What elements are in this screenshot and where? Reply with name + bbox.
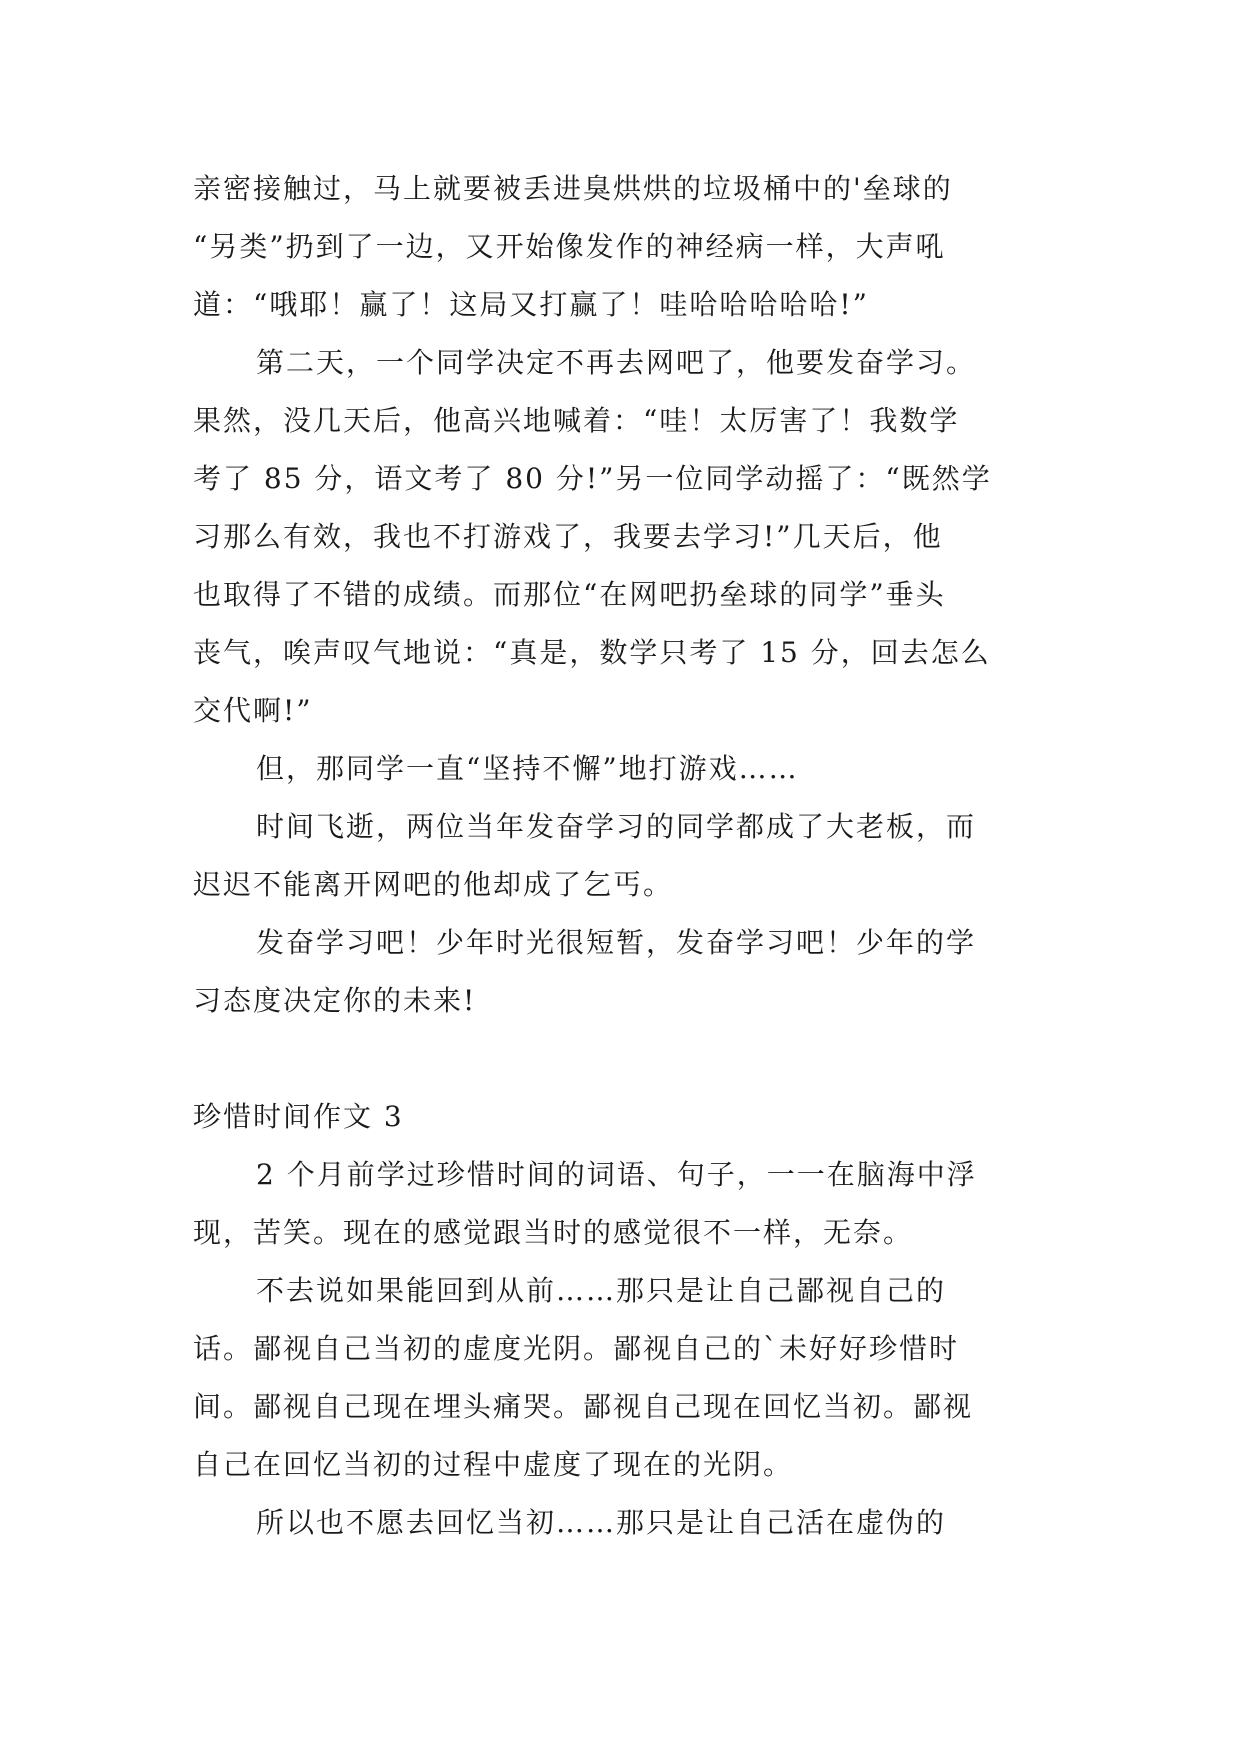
- text-line: 交代啊!”: [193, 694, 313, 727]
- text-line: 所以也不愿去回忆当初……那只是让自己活在虚伪的: [256, 1506, 947, 1539]
- text-line: 习态度决定你的未来!: [193, 984, 477, 1017]
- text-line: 自己在回忆当初的过程中虚度了现在的光阴。: [193, 1448, 794, 1481]
- text-line: 发奋学习吧！少年时光很短暂，发奋学习吧！少年的学: [256, 926, 977, 959]
- text-line: 丧气，唉声叹气地说：“真是，数学只考了 15 分，回去怎么: [193, 636, 991, 669]
- text-line: 时间飞逝，两位当年发奋学习的同学都成了大老板，而: [256, 810, 977, 843]
- text-line: 但，那同学一直“坚持不懈”地打游戏……: [256, 752, 799, 785]
- text-line: 道：“哦耶！赢了！这局又打赢了！哇哈哈哈哈哈!”: [193, 288, 869, 321]
- text-line: 2 个月前学过珍惜时间的词语、句子，一一在脑海中浮: [256, 1158, 977, 1191]
- text-line: 习那么有效，我也不打游戏了，我要去学习!”几天后，他: [193, 520, 943, 553]
- text-line: 也取得了不错的成绩。而那位“在网吧扔垒球的同学”垂头: [193, 578, 946, 611]
- text-line: 不去说如果能回到从前……那只是让自己鄙视自己的: [256, 1274, 947, 1307]
- section-heading: 珍惜时间作文 3: [193, 1100, 404, 1133]
- text-line: 亲密接触过，马上就要被丢进臭烘烘的垃圾桶中的'垒球的: [193, 172, 953, 205]
- text-line: 现，苦笑。现在的感觉跟当时的感觉很不一样，无奈。: [193, 1216, 914, 1249]
- text-line: 果然，没几天后，他高兴地喊着：“哇！太厉害了！我数学: [193, 404, 960, 437]
- text-line: 间。鄙视自己现在埋头痛哭。鄙视自己现在回忆当初。鄙视: [193, 1390, 974, 1423]
- text-line: 考了 85 分，语文考了 80 分!”另一位同学动摇了：“既然学: [193, 462, 992, 495]
- text-line: 迟迟不能离开网吧的他却成了乞丐。: [193, 868, 674, 901]
- text-line: 话。鄙视自己当初的虚度光阴。鄙视自己的`未好好珍惜时: [193, 1332, 960, 1365]
- text-line: “另类”扔到了一边，又开始像发作的神经病一样，大声吼: [193, 230, 946, 263]
- text-line: 第二天，一个同学决定不再去网吧了，他要发奋学习。: [256, 346, 977, 379]
